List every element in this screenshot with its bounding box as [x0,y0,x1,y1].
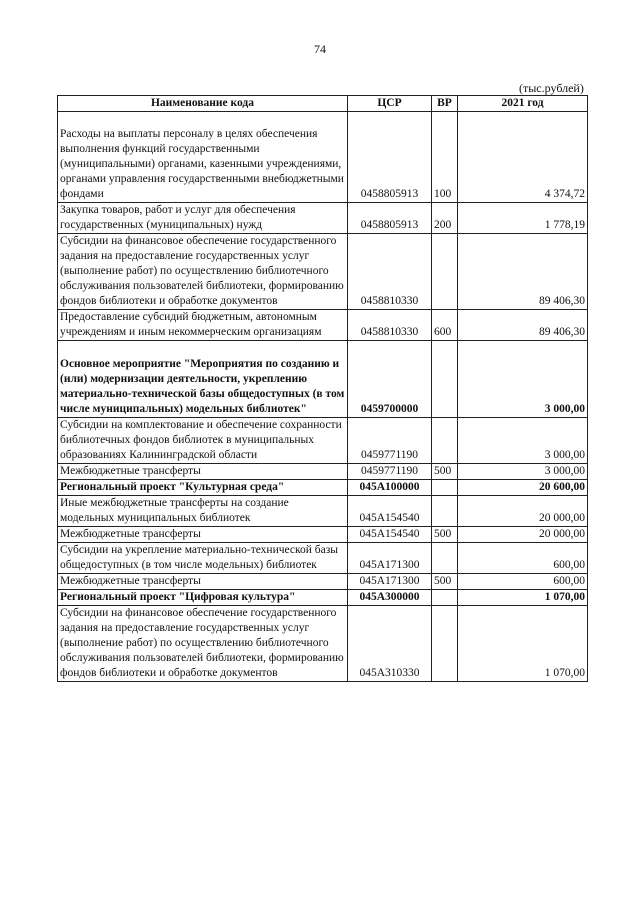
row-vr: 600 [432,310,458,341]
row-name: Субсидии на комплектование и обеспечение сохранности библиотечных фондов библиотек в муниципальных образованиях Калининградской области [58,418,348,464]
row-csr: 0459771190 [348,418,432,464]
row-amount: 1 070,00 [458,590,588,606]
row-vr: 500 [432,464,458,480]
row-name: Закупка товаров, работ и услуг для обеспечения государственных (муниципальных) нужд [58,203,348,234]
table-row [58,464,588,480]
row-amount: 3 000,00 [458,341,588,418]
row-vr [432,418,458,464]
table-row [58,203,588,234]
header-vr: ВР [432,96,458,112]
table-row [58,310,588,341]
page-number: 74 [314,42,326,56]
table-row [58,112,588,203]
row-csr: 045А310330 [348,606,432,682]
row-amount: 89 406,30 [458,234,588,310]
row-name: Иные межбюджетные трансферты на создание модельных муниципальных библиотек [58,496,348,527]
row-csr: 0458810330 [348,234,432,310]
row-csr: 045А171300 [348,574,432,590]
row-name: Региональный проект "Цифровая культура" [58,590,348,606]
row-csr: 045А171300 [348,543,432,574]
row-vr [432,496,458,527]
row-amount: 20 000,00 [458,527,588,543]
row-csr: 0459700000 [348,341,432,418]
table-row [58,606,588,682]
row-amount: 600,00 [458,543,588,574]
row-name: Основное мероприятие "Мероприятия по созданию и (или) модернизации деятельности, укреплению материально-технической базы общедоступных (в том числе муниципальных) модельных библиотек" [58,341,348,418]
row-name: Региональный проект "Культурная среда" [58,480,348,496]
row-name: Межбюджетные трансферты [58,527,348,543]
row-amount: 1 778,19 [458,203,588,234]
row-vr [432,234,458,310]
row-amount: 20 600,00 [458,480,588,496]
row-vr [432,480,458,496]
row-amount: 3 000,00 [458,464,588,480]
row-amount: 600,00 [458,574,588,590]
row-vr [432,590,458,606]
header-year: 2021 год [458,96,588,112]
row-name: Субсидии на финансовое обеспечение государственного задания на предоставление государственных услуг (выполнение работ) по осуществлению библиотечного обслуживания пользователей библиотеки, формированию фондов библиотеки и обработке документов [58,606,348,682]
row-amount: 20 000,00 [458,496,588,527]
row-vr: 100 [432,112,458,203]
row-amount: 3 000,00 [458,418,588,464]
row-name: Расходы на выплаты персоналу в целях обеспечения выполнения функций государственными (муниципальными) органами, казенными учреждениями, органами управления государственными внебюджетными фондами [58,112,348,203]
budget-table [57,95,588,682]
row-amount: 89 406,30 [458,310,588,341]
table-row [58,496,588,527]
row-name: Предоставление субсидий бюджетным, автономным учреждениям и иным некоммерческим организациям [58,310,348,341]
row-vr: 200 [432,203,458,234]
table-row [58,418,588,464]
table-row [58,527,588,543]
row-vr: 500 [432,574,458,590]
row-name: Межбюджетные трансферты [58,464,348,480]
table-row [58,341,588,418]
row-name: Субсидии на укрепление материально-технической базы общедоступных (в том числе модельных) библиотек [58,543,348,574]
row-amount: 1 070,00 [458,606,588,682]
row-csr: 045А300000 [348,590,432,606]
row-csr: 045А100000 [348,480,432,496]
table-row [58,574,588,590]
row-name: Межбюджетные трансферты [58,574,348,590]
table-row [58,543,588,574]
table-row [58,480,588,496]
row-vr: 500 [432,527,458,543]
row-name: Субсидии на финансовое обеспечение государственного задания на предоставление государственных услуг (выполнение работ) по осуществлению библиотечного обслуживания пользователей библиотеки, формированию фондов библиотеки и обработке документов [58,234,348,310]
units-label: (тыс.рублей) [519,81,584,95]
row-csr: 0458805913 [348,203,432,234]
header-csr: ЦСР [348,96,432,112]
row-csr: 0458805913 [348,112,432,203]
header-name: Наименование кода [58,96,348,112]
row-csr: 045А154540 [348,527,432,543]
row-vr [432,341,458,418]
row-vr [432,606,458,682]
table-row [58,590,588,606]
row-amount: 4 374,72 [458,112,588,203]
table-header-row [58,96,588,112]
table-row [58,234,588,310]
row-csr: 0458810330 [348,310,432,341]
row-csr: 0459771190 [348,464,432,480]
row-vr [432,543,458,574]
row-csr: 045А154540 [348,496,432,527]
